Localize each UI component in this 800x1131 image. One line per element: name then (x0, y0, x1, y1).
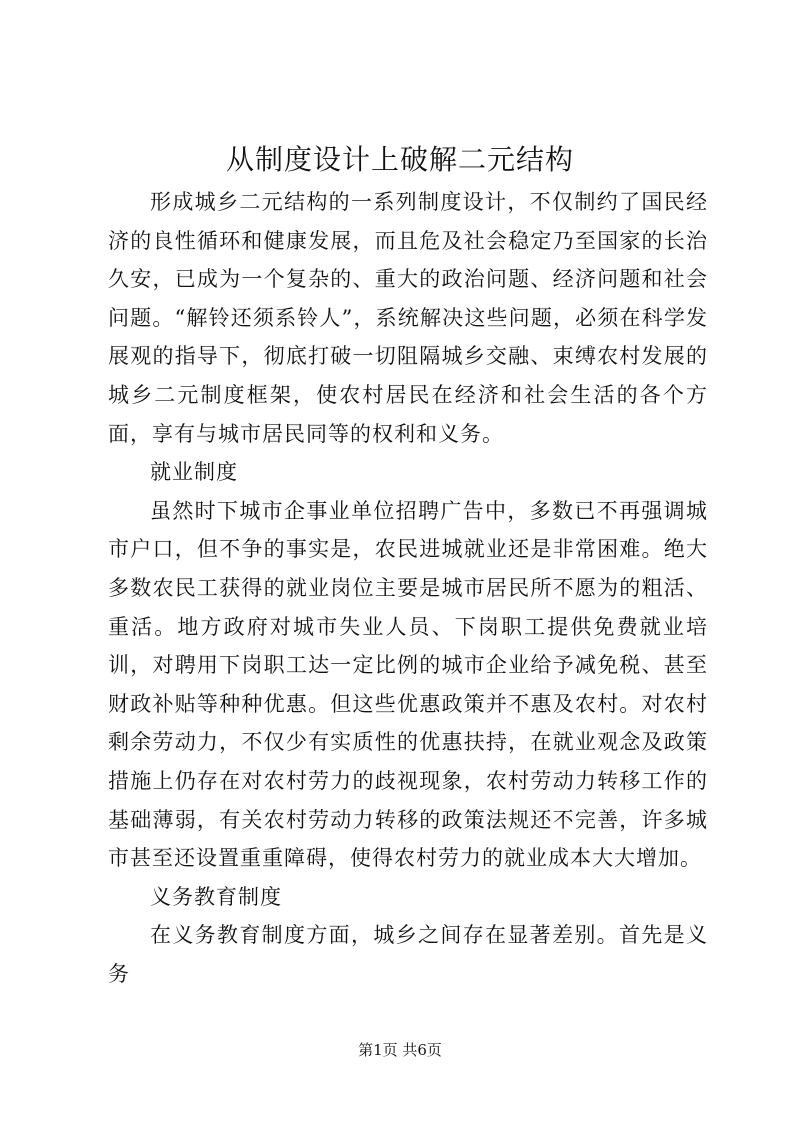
document-title: 从制度设计上破解二元结构 (225, 143, 574, 176)
intro-paragraph: 形成城乡二元结构的一系列制度设计，不仅制约了国民经济的良性循环和健康发展，而且危及社会稳定乃至国家的长治久安，已成为一个复杂的、重大的政治问题、经济问题和社会问题。“解铃还须系铃人”，系统解决这些问题，必须在科学发展观的指导下，彻底打破一切阻隔城乡交融、束缚农村发展的城乡二元制度框架，使农村居民在经济和社会生活的各个方面，享有与城市居民同等的权利和义务。 (108, 190, 708, 446)
section-heading-employment: 就业制度 (150, 460, 238, 485)
document-body (108, 183, 708, 993)
employment-paragraph: 虽然时下城市企事业单位招聘广告中，多数已不再强调城市户口，但不争的事实是，农民进城就业还是非常困难。绝大多数农民工获得的就业岗位主要是城市居民所不愿为的粗活、重活。地方政府对城市失业人员、下岗职工提供免费就业培训，对聘用下岗职工达一定比例的城市企业给予减免税、甚至财政补贴等种种优惠。但这些优惠政策并不惠及农村。对农村剩余劳动力，不仅少有实质性的优惠扶持，在就业观念及政策措施上仍存在对农村劳力的歧视现象，农村劳动力转移工作的基础薄弱，有关农村劳动力转移的政策法规还不完善，许多城市甚至还设置重重障碍，使得农村劳力的就业成本大大增加。 (108, 498, 708, 871)
education-paragraph: 在义务教育制度方面，城乡之间存在显著差别。首先是义务 (108, 923, 708, 986)
page-footer: 第1页 共6页 (358, 1041, 442, 1059)
section-heading-compulsory-education: 义务教育制度 (150, 884, 282, 909)
